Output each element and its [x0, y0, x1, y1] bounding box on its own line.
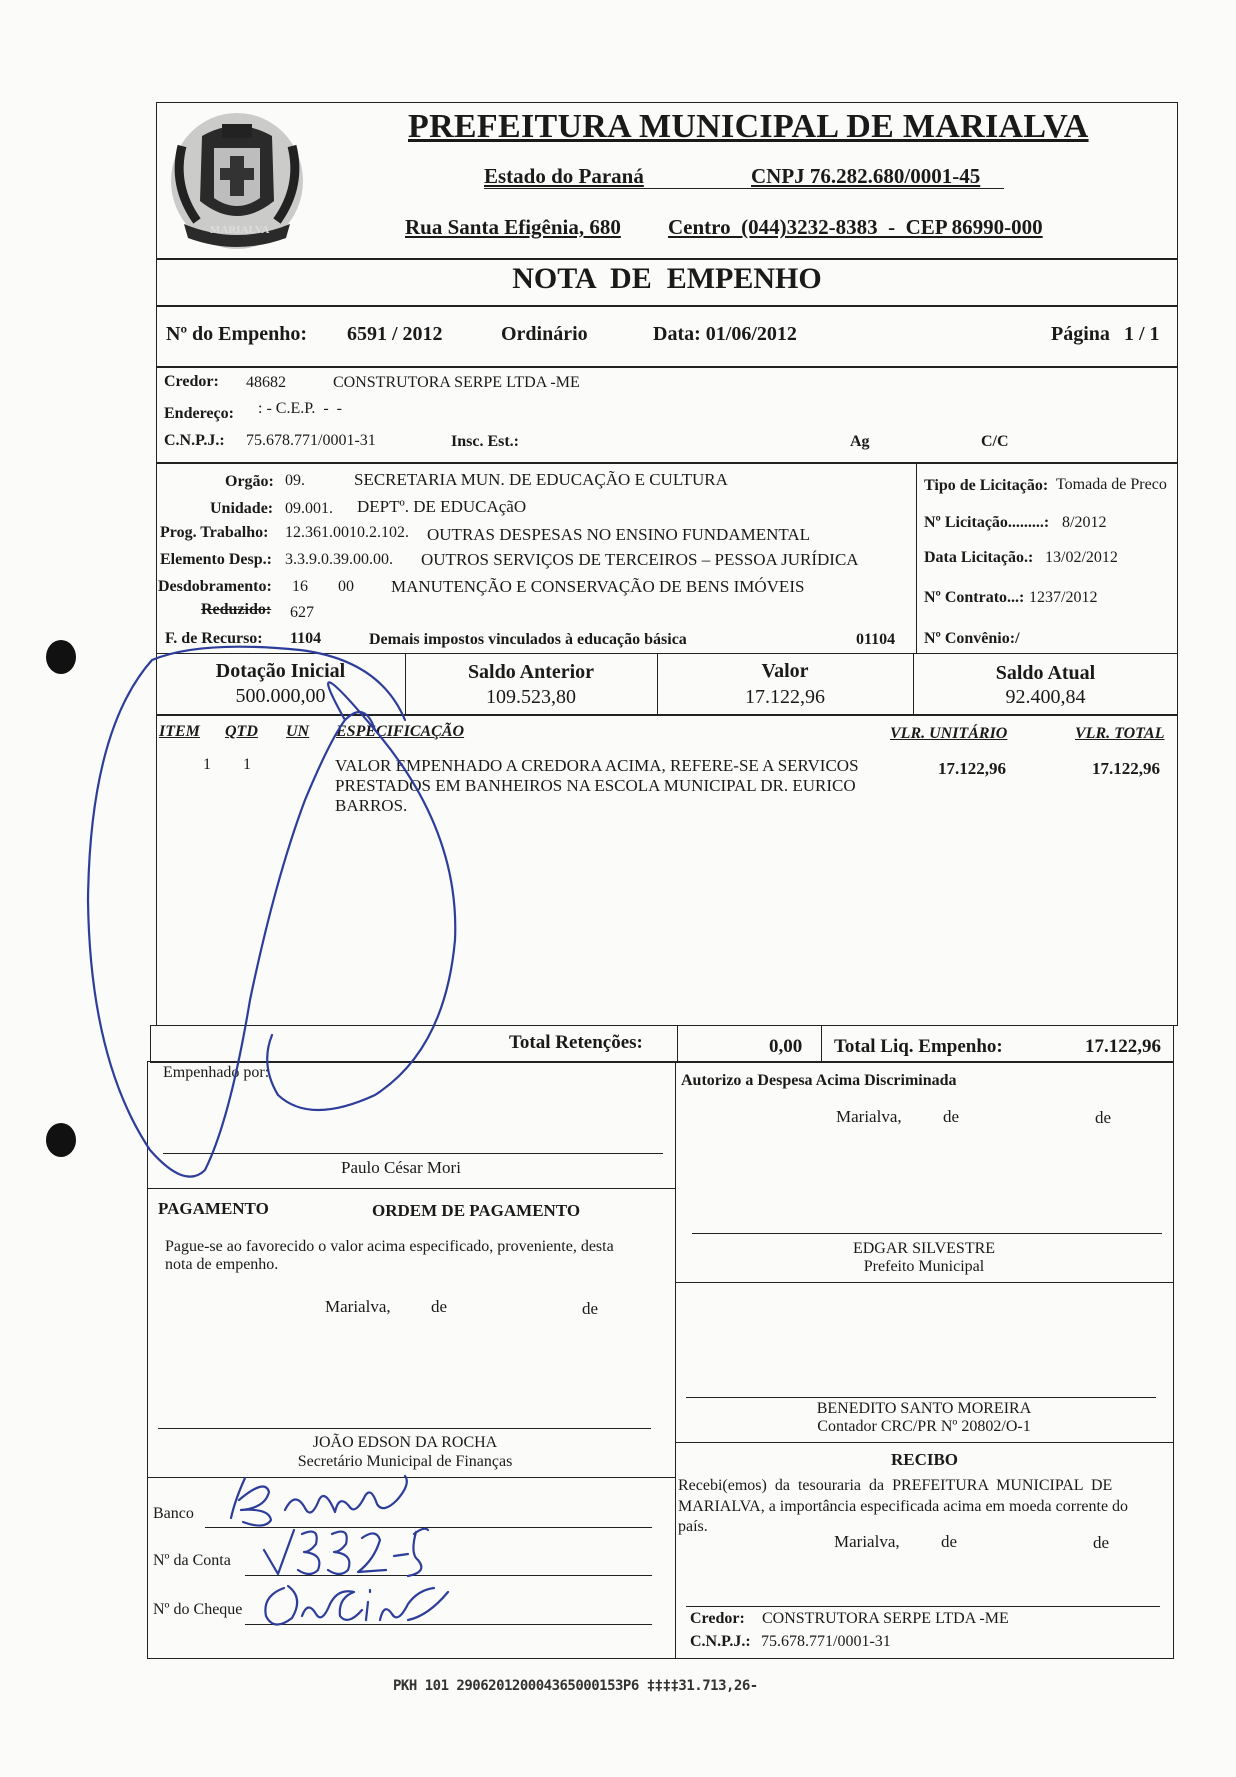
ag-label: Ag: [850, 433, 870, 450]
conta-label: Nº da Conta: [153, 1552, 231, 1569]
reduzido-value: 627: [290, 604, 314, 621]
num-licitacao-value: 8/2012: [1062, 514, 1107, 531]
contador-top-line: [675, 1282, 1174, 1283]
recibo-line3: país.: [678, 1518, 708, 1535]
total-liq-label: Total Liq. Empenho:: [834, 1036, 1003, 1057]
col-qtd-header: QTD: [225, 723, 258, 740]
payment-city: Marialva,: [325, 1297, 391, 1316]
empenhado-name: Paulo César Mori: [341, 1158, 461, 1177]
payment-text-line1: Pague-se ao favorecido o valor acima especificado, proveniente, desta: [165, 1238, 614, 1255]
autorizo-label: Autorizo a Despesa Acima Discriminada: [681, 1072, 957, 1089]
empenho-number-label: Nº do Empenho:: [166, 323, 308, 345]
empenho-type: Ordinário: [501, 323, 588, 345]
retencoes-value: 0,00: [769, 1036, 803, 1057]
unidade-code: 09.001.: [285, 500, 333, 517]
elemento-name: OUTROS SERVIÇOS DE TERCEIROS – PESSOA JURÍDICA: [421, 550, 859, 569]
recibo-de2: de: [1093, 1533, 1110, 1552]
orgao-name: SECRETARIA MUN. DE EDUCAÇÃO E CULTURA: [354, 470, 728, 489]
conta-handwriting: [258, 1520, 438, 1580]
tipo-licitacao-label: Tipo de Licitação:: [924, 477, 1049, 494]
valor-value: 17.122,96: [745, 686, 825, 708]
prog-name: OUTRAS DESPESAS NO ENSINO FUNDAMENTAL: [427, 525, 811, 544]
credor-code: 48682: [246, 374, 286, 391]
row-total-value: 17.122,96: [1092, 759, 1160, 778]
row-spec-line2: PRESTADOS EM BANHEIROS NA ESCOLA MUNICIPAL DR. EURICO: [335, 776, 856, 795]
page-label: Página: [1051, 323, 1110, 345]
totals-div-1: [677, 1025, 678, 1063]
col-unit-header: VLR. UNITÁRIO: [890, 725, 1008, 742]
recibo-credor-value: CONSTRUTORA SERPE LTDA -ME: [762, 1610, 1009, 1627]
autorizo-de2: de: [1095, 1108, 1112, 1127]
elemento-code: 3.3.9.0.39.00.00.: [285, 551, 393, 568]
col-spec-header: ESPECIFICAÇÃO: [336, 723, 465, 740]
col-total-header: VLR. TOTAL: [1075, 725, 1165, 742]
header-address-rest: Centro (044)3232-8383 - CEP 86990-000: [668, 215, 1043, 239]
row-item: 1: [203, 756, 211, 773]
unidade-label: Unidade:: [210, 500, 274, 517]
banco-label: Banco: [153, 1505, 194, 1522]
desdobramento-code2: 00: [338, 578, 354, 595]
saldo-atual-value: 92.400,84: [1005, 686, 1086, 708]
recurso-name: Demais impostos vinculados à educação básica: [369, 631, 687, 648]
num-licitacao-label: Nº Licitação.........:: [924, 514, 1050, 531]
pagamento-label: PAGAMENTO: [158, 1199, 269, 1218]
prog-label: Prog. Trabalho:: [160, 524, 269, 541]
empenhado-sign-line: [163, 1153, 663, 1154]
header-address-street: Rua Santa Efigênia, 680: [405, 215, 621, 239]
payment-top-line: [147, 1188, 675, 1189]
punch-hole-bottom: [46, 1123, 76, 1157]
row-spec-line1: VALOR EMPENHADO A CREDORA ACIMA, REFERE-SE A SERVICOS: [335, 756, 859, 775]
recibo-title: RECIBO: [890, 1450, 959, 1469]
saldo-anterior-label: Saldo Anterior: [467, 661, 595, 683]
contador-sign-line: [686, 1397, 1156, 1398]
dotacao-label: Dotação Inicial: [215, 660, 346, 682]
empenho-date: Data: 01/06/2012: [653, 323, 797, 345]
budget-divider: [916, 462, 917, 654]
contrato-label: Nº Contrato...:: [924, 589, 1025, 606]
ordem-pagamento-label: ORDEM DE PAGAMENTO: [372, 1201, 581, 1220]
total-liq-value: 17.122,96: [1085, 1036, 1161, 1057]
totals-box: [150, 1025, 1174, 1063]
secretario-name: JOÃO EDSON DA ROCHA: [312, 1434, 498, 1451]
footer-code: PKH 101 290620120004365000153P6 ‡‡‡‡31.713,26-: [393, 1678, 758, 1694]
recibo-de1: de: [941, 1532, 958, 1551]
recibo-city: Marialva,: [834, 1532, 900, 1551]
prog-code: 12.361.0010.2.102.: [285, 524, 409, 541]
autorizo-city: Marialva,: [836, 1107, 902, 1126]
credor-name: CONSTRUTORA SERPE LTDA -ME: [333, 374, 580, 391]
col-un-header: UN: [286, 723, 310, 740]
prefeito-sign-line: [692, 1233, 1162, 1234]
contrato-value: 1237/2012: [1029, 589, 1098, 606]
retencoes-label: Total Retenções:: [509, 1032, 643, 1053]
recibo-line1: Recebi(emos) da tesouraria da PREFEITURA MUNICIPAL DE: [678, 1477, 1113, 1494]
cnpj-label: C.N.P.J.:: [164, 432, 225, 449]
convenio-label: Nº Convênio:/: [924, 630, 1020, 647]
address-label: Endereço:: [164, 405, 234, 422]
payment-de2: de: [582, 1299, 599, 1318]
header-cnpj: CNPJ 76.282.680/0001-45: [751, 164, 981, 188]
recibo-credor-label: Credor:: [690, 1610, 745, 1627]
row-unit-value: 17.122,96: [938, 759, 1006, 778]
page-value: 1 / 1: [1124, 323, 1160, 345]
state-underline: [484, 188, 1004, 189]
saldo-anterior-value: 109.523,80: [486, 686, 576, 708]
recibo-line2: MARIALVA, a importância especificada acima em moeda corrente do: [678, 1498, 1129, 1515]
address-value: : - C.E.P. - -: [258, 400, 342, 417]
data-licitacao-value: 13/02/2012: [1045, 549, 1118, 566]
unidade-name: DEPTº. DE EDUCAçãO: [357, 497, 527, 516]
insc-est-label: Insc. Est.:: [451, 433, 520, 450]
empenhado-label: Empenhado por:: [163, 1064, 270, 1081]
payment-de1: de: [431, 1297, 448, 1316]
secretario-title: Secretário Municipal de Finanças: [297, 1453, 513, 1470]
elemento-label: Elemento Desp.:: [160, 551, 272, 568]
row-qtd: 1: [243, 756, 251, 773]
data-licitacao-label: Data Licitação.:: [924, 549, 1034, 566]
prefeito-title: Prefeito Municipal: [863, 1258, 985, 1275]
document-title: NOTA DE EMPENHO: [512, 262, 822, 295]
header-state: Estado do Paraná: [484, 164, 644, 188]
payment-text-line2: nota de empenho.: [165, 1256, 279, 1273]
dotacao-value: 500.000,00: [235, 685, 326, 707]
col-item-header: ITEM: [159, 723, 200, 740]
recibo-cnpj-label: C.N.P.J.:: [690, 1633, 751, 1650]
desdobramento-code1: 16: [292, 578, 308, 595]
totals-div-2: [821, 1025, 822, 1063]
city-seal: [162, 106, 312, 256]
punch-hole-top: [46, 640, 76, 674]
cheque-handwriting: [258, 1576, 458, 1632]
header-title: PREFEITURA MUNICIPAL DE MARIALVA: [408, 108, 1089, 145]
orgao-code: 09.: [285, 472, 305, 489]
desdobramento-label: Desdobramento:: [158, 578, 272, 595]
recibo-top-line: [675, 1442, 1174, 1443]
autorizo-de1: de: [943, 1107, 960, 1126]
seal-lettering: MARIALVA: [210, 224, 270, 236]
cnpj-value: 75.678.771/0001-31: [246, 432, 376, 449]
recibo-sign-line: [686, 1606, 1160, 1607]
saldo-atual-label: Saldo Atual: [995, 662, 1096, 684]
orgao-label: Orgão:: [225, 473, 274, 490]
desdobramento-name: MANUTENÇÃO E CONSERVAÇÃO DE BENS IMÓVEIS: [391, 577, 805, 596]
recibo-cnpj-value: 75.678.771/0001-31: [761, 1633, 891, 1650]
reduzido-label: Reduzido:: [201, 601, 272, 618]
tipo-licitacao-value: Tomada de Preco: [1056, 476, 1167, 493]
recurso-code: 1104: [290, 630, 322, 647]
lower-divider: [675, 1061, 676, 1659]
credor-label: Credor:: [164, 373, 219, 390]
recurso-label: F. de Recurso:: [165, 630, 263, 647]
contador-title: Contador CRC/PR Nº 20802/O-1: [817, 1418, 1031, 1435]
prefeito-name: EDGAR SILVESTRE: [852, 1240, 996, 1257]
cheque-label: Nº do Cheque: [153, 1601, 243, 1618]
row-spec-line3: BARROS.: [335, 796, 408, 815]
cc-label: C/C: [981, 433, 1009, 450]
recurso-code2: 01104: [856, 631, 896, 648]
empenho-number: 6591 / 2012: [347, 323, 443, 345]
contador-name: BENEDITO SANTO MOREIRA: [816, 1400, 1032, 1417]
valor-label: Valor: [761, 660, 809, 682]
secretario-sign-line: [158, 1428, 651, 1429]
